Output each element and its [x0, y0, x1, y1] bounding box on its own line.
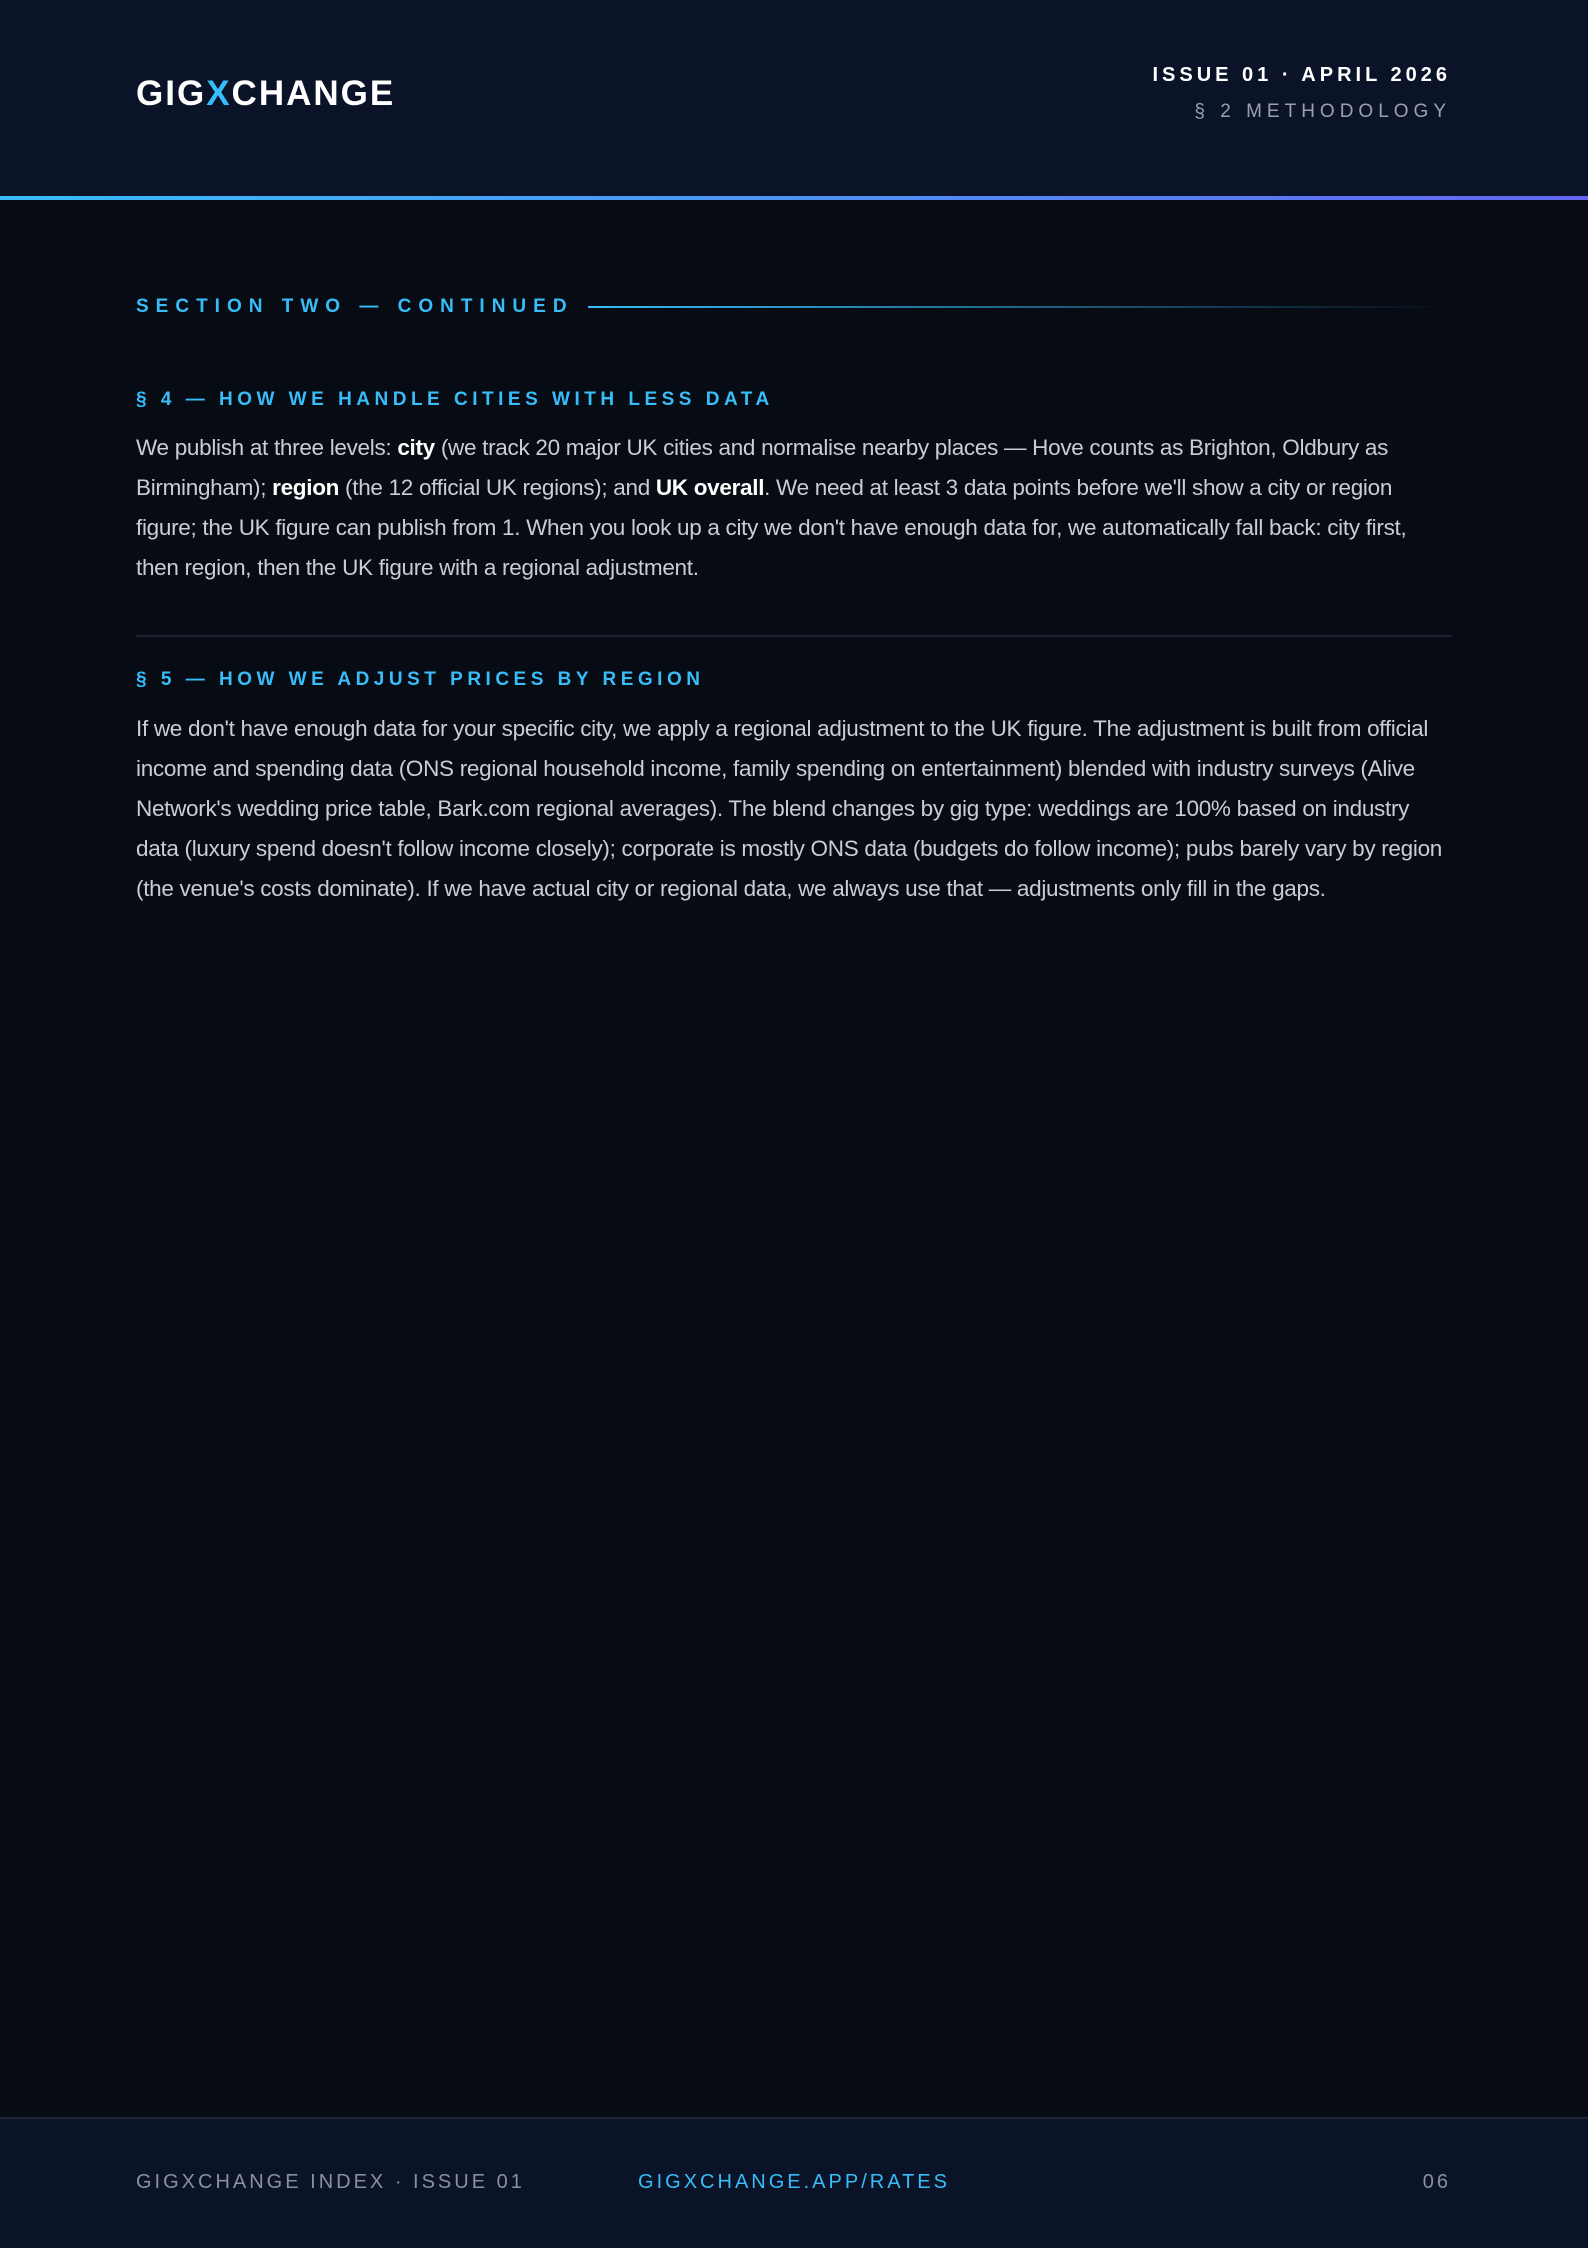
- kicker-text: SECTION TWO — CONTINUED: [136, 296, 574, 317]
- page-header: [0, 0, 1588, 196]
- section-5-body: If we don't have enough data for your specific city, we apply a regional adjustment to the UK figure. The adjustment is built from official income and spending data (ONS regional household income, family spending on entertainment) blended with industry surveys (Alive Network's wedding price table, Bark.com regional averages). The blend changes by gig type: weddings are 100% based on industry data (luxury spend doesn't follow income closely); corporate is mostly ONS data (budgets do follow income); pubs barely vary by region (the venue's costs dominate). If we have actual city or regional data, we always use that — adjustments only fill in the gaps.: [136, 716, 1442, 901]
- logo-text: GIG: [136, 74, 207, 113]
- text: . We need at least 3 data points before we'll show a city or region figure; the UK figure can publish from 1. When you look up a city we don't have enough data for, we automatically fall back: city first, then region, then the UK figure with a regional adjustment.: [136, 475, 1407, 580]
- section-label: § 2 METHODOLOGY: [1194, 101, 1451, 122]
- header-accent-line: [0, 196, 1588, 200]
- logo-x: X: [206, 74, 232, 113]
- logo-text: CHANGE: [231, 74, 396, 113]
- bold-term: city: [397, 435, 435, 460]
- section-divider: [136, 635, 1452, 637]
- issue-date: ISSUE 01 · APRIL 2026: [1152, 64, 1451, 86]
- section-kicker: [136, 296, 1452, 318]
- text: We publish at three levels:: [136, 435, 398, 460]
- bold-term: region: [272, 475, 340, 500]
- brand-logo: [136, 74, 395, 114]
- kicker-rule: [588, 306, 1452, 308]
- section-4-body: [136, 428, 1452, 588]
- section-4-heading: § 4 — HOW WE HANDLE CITIES WITH LESS DATA: [136, 389, 774, 410]
- section-5-heading: § 5 — HOW WE ADJUST PRICES BY REGION: [136, 669, 705, 690]
- bold-term: UK overall: [655, 475, 765, 500]
- footer-link[interactable]: GIGXCHANGE.APP/RATES: [638, 2171, 950, 2193]
- footer-publication: GIGXCHANGE INDEX · ISSUE 01: [136, 2171, 525, 2193]
- text: (the 12 official UK regions); and: [339, 475, 656, 500]
- page-footer: [0, 2117, 1588, 2248]
- text: (we track 20 major UK cities and normalise nearby places — Hove counts as Brighton, Oldbury as Birmingham);: [136, 435, 1389, 500]
- page-number: 06: [1422, 2171, 1451, 2193]
